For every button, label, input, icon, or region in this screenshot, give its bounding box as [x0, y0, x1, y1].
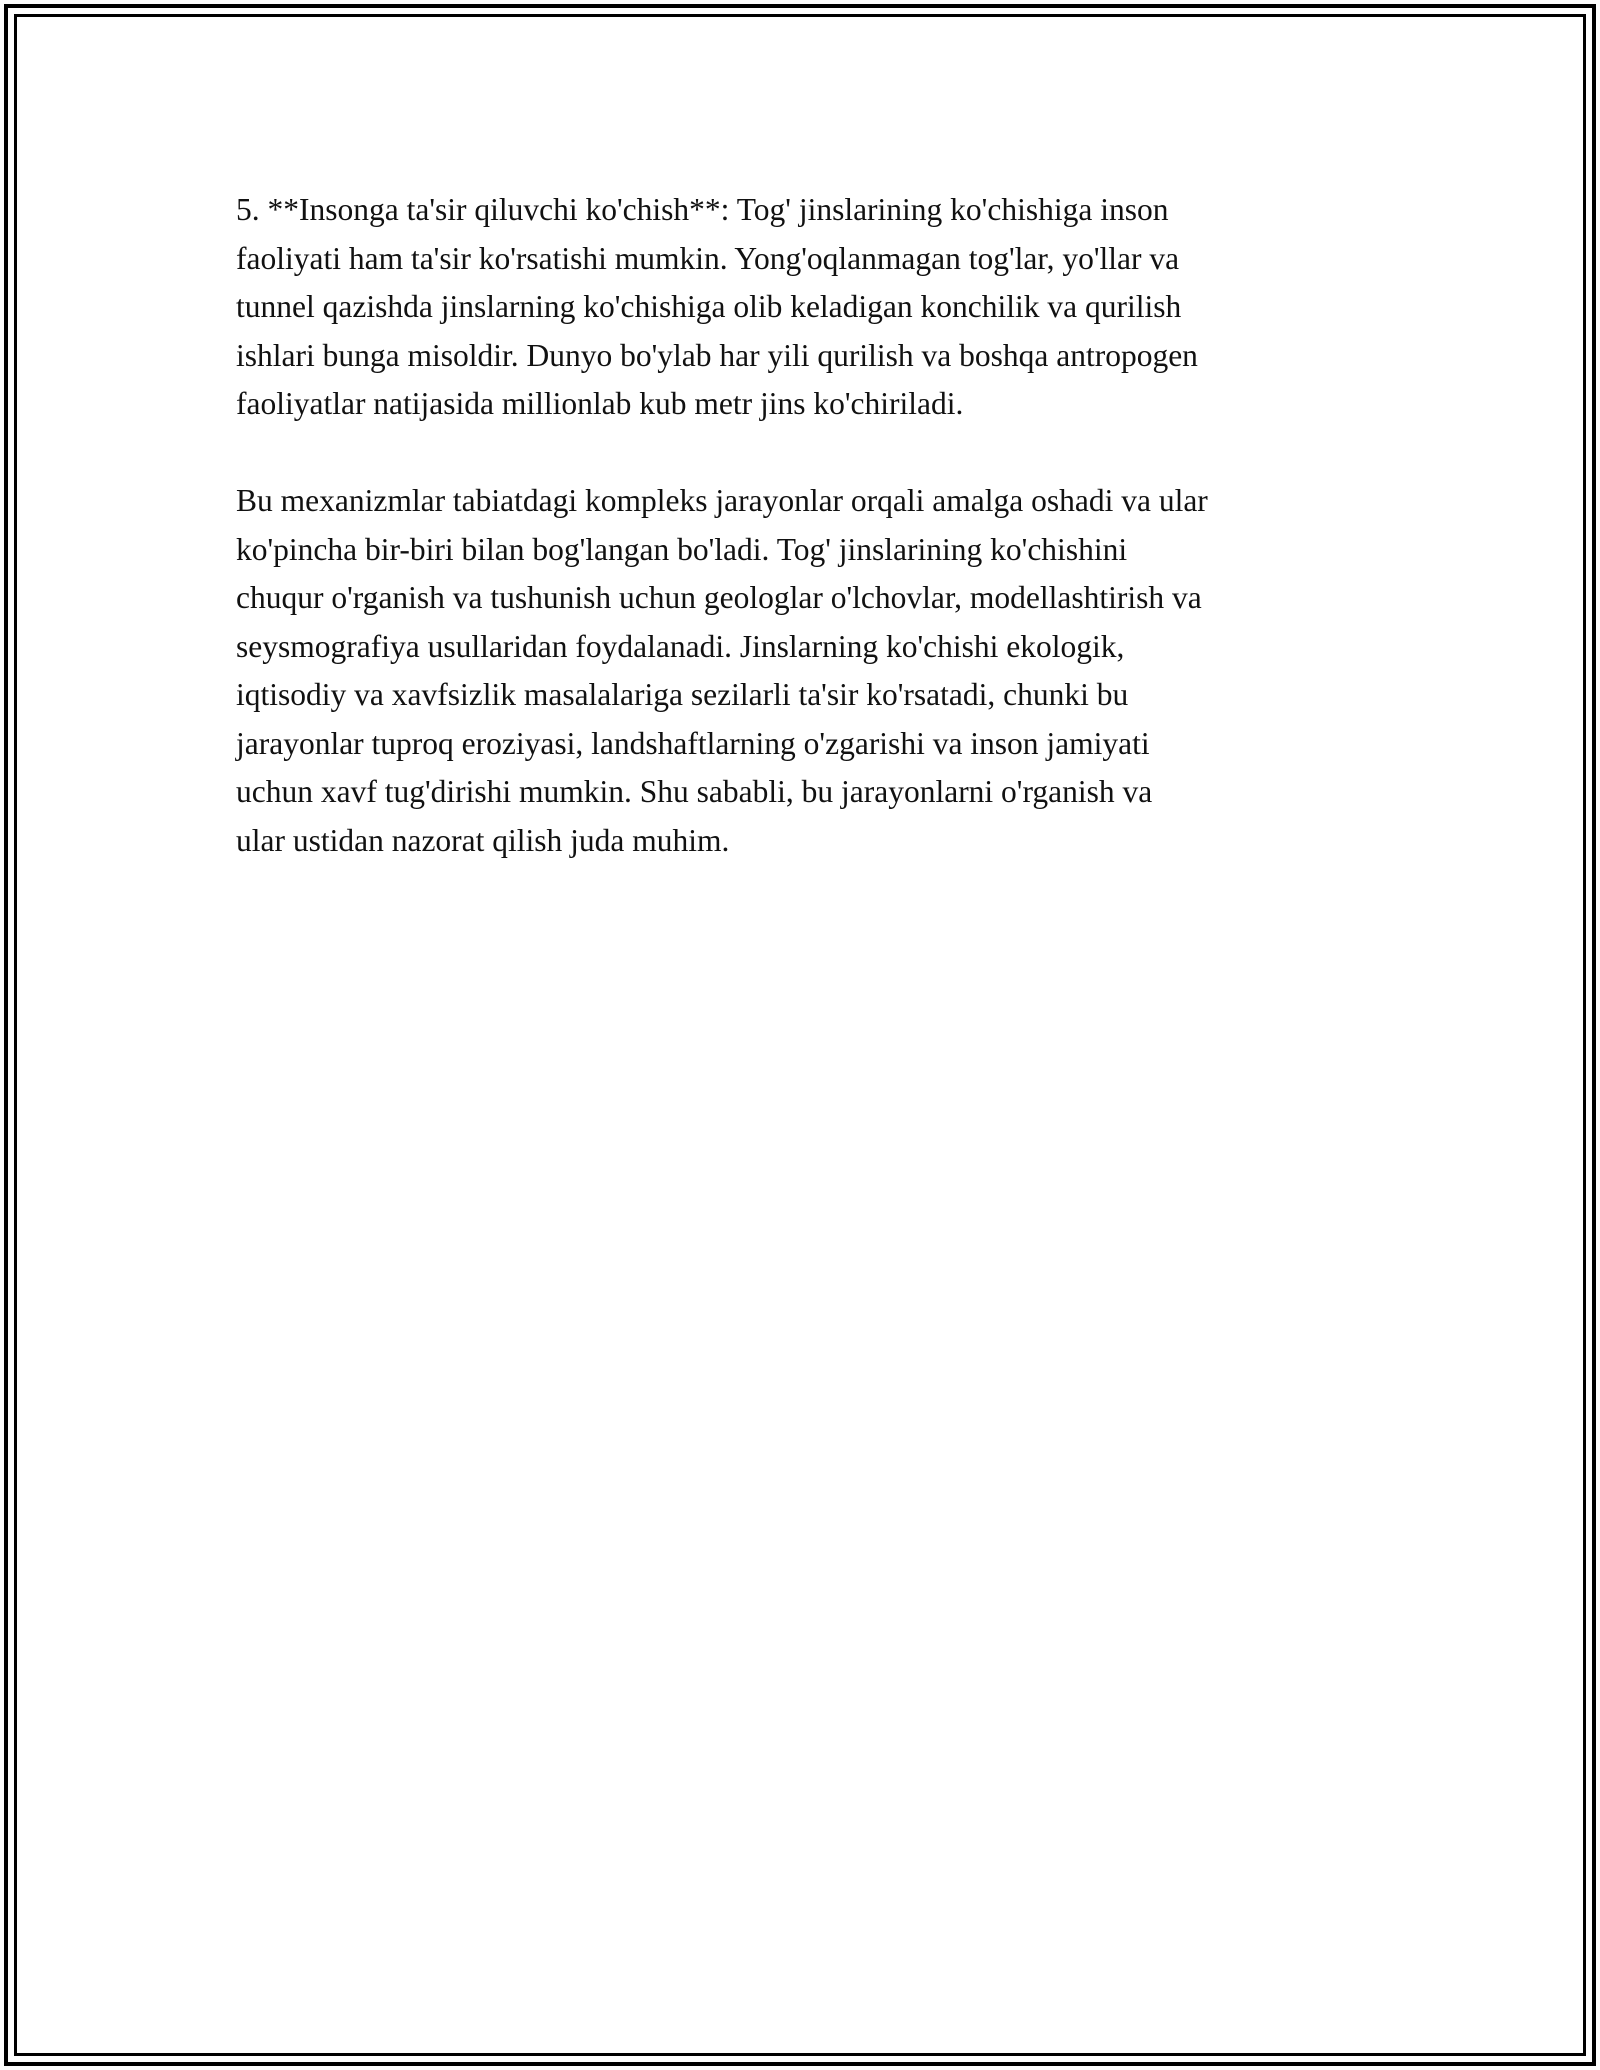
- paragraph-human-induced-movement: [236, 186, 1376, 429]
- text-line: faoliyati ham ta'sir ko'rsatishi mumkin. Yong'oqlanmagan tog'lar, yo'llar va: [236, 240, 1180, 276]
- text-line: chuqur o'rganish va tushunish uchun geologlar o'lchovlar, modellashtirish va: [236, 580, 1202, 615]
- text-line: ko'pincha bir-biri bilan bog'langan bo'ladi. Tog' jinslarining ko'chishini: [236, 531, 1128, 567]
- paragraph-conclusion: [236, 477, 1376, 865]
- text-line: faoliyatlar natijasida millionlab kub metr jins ko'chiriladi.: [236, 386, 964, 421]
- text-line: 5. **Insonga ta'sir qiluvchi ko'chish**: Tog' jinslarining ko'chishiga inson: [236, 192, 1169, 227]
- text-line: jarayonlar tuproq eroziyasi, landshaftlarning o'zgarishi va inson jamiyati: [236, 725, 1150, 761]
- text-line: uchun xavf tug'dirishi mumkin. Shu sababli, bu jarayonlarni o'rganish va: [236, 774, 1153, 809]
- document-body: [236, 186, 1376, 914]
- text-line: iqtisodiy va xavfsizlik masalalariga sezilarli ta'sir ko'rsatadi, chunki bu: [236, 677, 1129, 712]
- text-line: ular ustidan nazorat qilish juda muhim.: [236, 822, 730, 858]
- text-line: Bu mexanizmlar tabiatdagi kompleks jarayonlar orqali amalga oshadi va ular: [236, 483, 1208, 518]
- text-line: seysmografiya usullaridan foydalanadi. Jinslarning ko'chishi ekologik,: [236, 628, 1125, 664]
- text-line: tunnel qazishda jinslarning ko'chishiga olib keladigan konchilik va qurilish: [236, 289, 1182, 324]
- text-line: ishlari bunga misoldir. Dunyo bo'ylab har yili qurilish va boshqa antropogen: [236, 337, 1198, 373]
